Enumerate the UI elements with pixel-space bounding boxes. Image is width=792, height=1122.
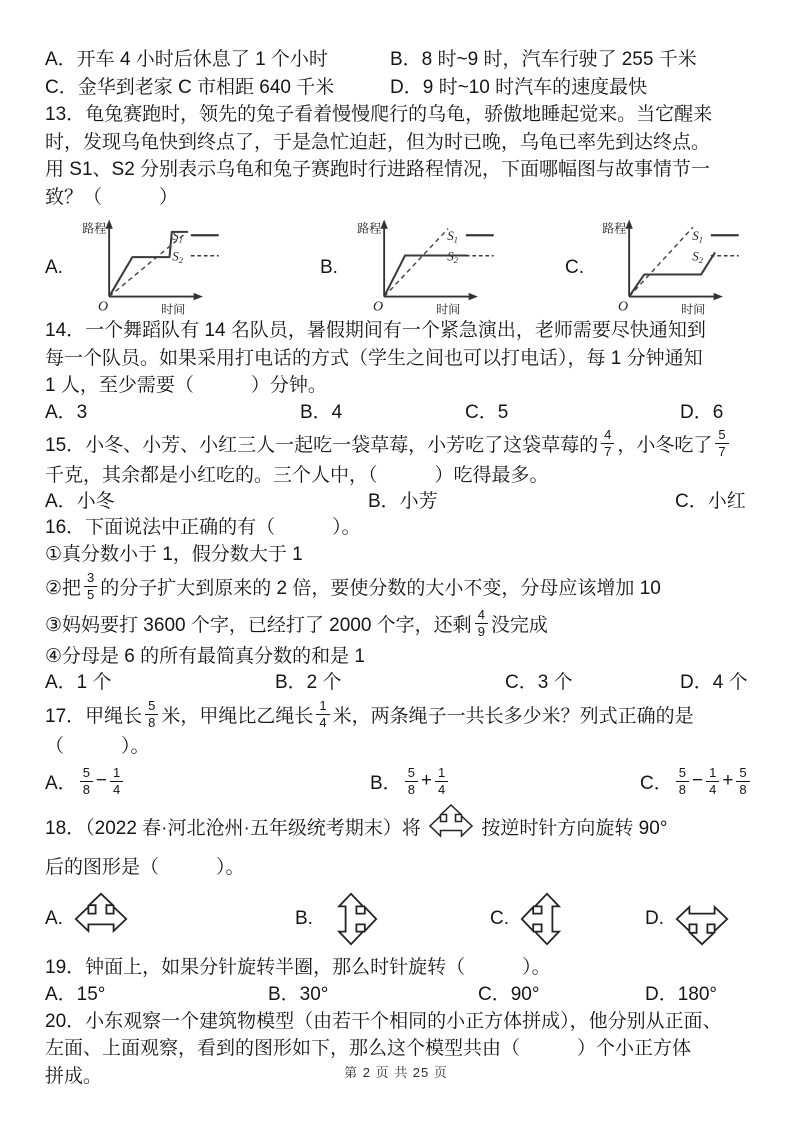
question-text-line: 拼成。	[45, 1065, 103, 1087]
fraction-numerator: 5	[736, 766, 749, 782]
question-text-line: 14．一个舞蹈队有 14 名队员，暑假期间有一个紧急演出，老师需要尽快通知到	[45, 320, 706, 341]
question-text-line: 1 人，至少需要（ ）分钟。	[45, 375, 327, 396]
fraction	[475, 608, 488, 638]
option-c: C．金华到老家 C 市相距 640 千米	[45, 76, 335, 98]
text-segment: −	[691, 770, 704, 791]
fraction-denominator: 4	[319, 714, 327, 730]
svg-text:O: O	[373, 299, 384, 315]
fraction-numerator: 4	[601, 428, 614, 444]
question-text-line: 20．小东观察一个建筑物模型（由若干个相同的小正方体拼成），他分别从正面、	[45, 1010, 722, 1032]
prev-question-options-row-1	[45, 46, 747, 74]
fraction-denominator: 4	[113, 781, 121, 797]
option-letter: A.	[45, 257, 63, 278]
fraction-numerator: 1	[110, 766, 123, 782]
fraction	[435, 766, 448, 796]
fraction-numerator: 1	[706, 766, 719, 782]
text-segment: 米，两条绳子一共长多少米？列式正确的是	[332, 705, 694, 727]
option-d: D．180°	[645, 983, 718, 1005]
distance-time-graph	[599, 213, 767, 323]
q17-options-row	[45, 762, 747, 800]
option-c: C．90°	[478, 983, 540, 1005]
svg-text:O: O	[618, 299, 629, 315]
fraction-denominator: 8	[82, 781, 90, 797]
text-segment: 17．甲绳长	[45, 705, 143, 727]
option-letter: D.	[645, 908, 664, 929]
question-text-line	[45, 800, 747, 852]
fraction-denominator: 7	[604, 444, 612, 459]
svg-text:S2: $S_2$	[447, 248, 458, 266]
q15-options-row	[45, 489, 747, 515]
fraction-denominator: 4	[438, 781, 446, 797]
fraction	[676, 766, 689, 796]
question-text-line: 千克，其余都是小红吃的。三个人中，（ ）吃得最多。	[45, 464, 549, 486]
option-a: A．15°	[45, 983, 106, 1005]
line-graph-svg	[354, 213, 522, 317]
svg-text:S2: $S_2$	[692, 248, 703, 266]
q13-graph-options-row	[45, 213, 747, 317]
text-segment: 按逆时针方向旋转 90°	[476, 817, 668, 839]
fraction-denominator: 8	[148, 714, 156, 730]
fraction	[715, 428, 728, 458]
triple-arrow-icon	[321, 889, 381, 949]
triple-arrow-figure	[71, 889, 131, 949]
line-graph-svg	[599, 213, 767, 317]
option-a: A．1 个	[45, 672, 112, 693]
text-segment: 15．小冬、小芳、小红三人一起吃一袋草莓，小芳吃了这袋草莓的	[45, 435, 599, 456]
option-a: A．开车 4 小时后休息了 1 个小时	[45, 49, 328, 70]
text-segment: 米，甲绳比乙绳长	[161, 705, 314, 727]
question-text-line	[45, 696, 747, 732]
svg-text:时间: 时间	[681, 302, 706, 317]
question-text-line: 16．下面说法中正确的有（ ）。	[45, 517, 361, 538]
option-c: C．3 个	[505, 672, 573, 693]
fraction	[80, 766, 93, 796]
svg-text:路程: 路程	[82, 221, 107, 236]
option-a: A．3	[45, 401, 88, 423]
svg-text:时间: 时间	[161, 302, 186, 317]
q18-options-row	[45, 884, 747, 954]
arrow-option-c	[490, 889, 645, 949]
arrow-option-b	[295, 889, 490, 949]
fraction-denominator: 8	[678, 781, 686, 797]
option-b	[370, 766, 640, 796]
triple-arrow-icon	[426, 801, 476, 851]
fraction-numerator: 5	[715, 428, 728, 444]
svg-text:S1: $S_1$	[692, 227, 703, 245]
question-text-line: 后的图形是（ ）。	[45, 857, 245, 878]
triple-arrow-figure	[321, 889, 381, 949]
option-b: B．8 时~9 时，汽车行驶了 255 千米	[390, 49, 697, 70]
option-c	[640, 766, 753, 796]
option-letter: C.	[565, 257, 584, 278]
fraction	[736, 766, 749, 796]
fraction-numerator: 1	[316, 699, 329, 715]
fraction-numerator: 3	[84, 571, 97, 587]
option-b: B．4	[300, 401, 343, 423]
distance-time-graph	[79, 213, 247, 323]
statement-2	[45, 569, 747, 605]
option-letter: C.	[490, 908, 509, 929]
distance-time-graph	[354, 213, 522, 323]
option-a: A．小冬	[45, 491, 115, 512]
question-text-line: 19．钟面上，如果分针旋转半圈，那么时针旋转（ ）。	[45, 957, 551, 978]
question-text-line: 左面、上面观察，看到的图形如下，那么这个模型共由（ ）个小正方体	[45, 1038, 692, 1059]
svg-text:时间: 时间	[436, 302, 461, 317]
option-letter: A.	[45, 908, 63, 929]
question-text-line: 致？（ ）	[45, 186, 179, 208]
fraction	[84, 571, 97, 601]
question-text-line: （ ）。	[45, 736, 150, 757]
svg-text:路程: 路程	[602, 221, 627, 236]
fraction-denominator: 8	[407, 781, 415, 797]
option-d: D．6	[680, 401, 724, 423]
arrow-option-d	[645, 889, 747, 949]
fraction	[405, 766, 418, 796]
text-segment: 18．（2022 春·河北沧州·五年级统考期末）将	[45, 817, 427, 839]
question-16	[45, 515, 747, 696]
q14-options-row	[45, 400, 747, 426]
option-b: B．30°	[268, 983, 329, 1005]
fraction-denominator: 7	[718, 444, 726, 459]
fraction-denominator: 8	[739, 781, 747, 797]
option-d: D．9 时~10 时汽车的速度最快	[390, 76, 648, 98]
question-text-line: 用 S1、S2 分别表示乌龟和兔子赛跑时行进路程情况，下面哪幅图与故事情节一	[45, 159, 711, 180]
text-segment: 没完成	[490, 615, 548, 636]
text-segment: B．	[370, 772, 402, 794]
question-text-line	[45, 426, 747, 462]
q16-options-row	[45, 670, 747, 696]
line-graph-svg	[79, 213, 247, 317]
question-text-line: 13．龟兔赛跑时，领先的兔子看着慢慢爬行的乌龟，骄傲地睡起觉来。当它醒来	[45, 104, 713, 125]
text-segment: 的分子扩大到原来的 2 倍，要使分数的大小不变，分母应该增加 10	[100, 578, 661, 599]
fraction-denominator: 4	[709, 781, 717, 797]
text-segment: +	[420, 770, 433, 791]
option-c: C．5	[465, 401, 509, 423]
fraction	[316, 699, 329, 729]
text-segment: ③妈妈要打 3600 个字，已经打了 2000 个字，还剩	[45, 615, 472, 636]
question-17	[45, 696, 747, 800]
prev-question-options-row-2	[45, 74, 747, 102]
page-footer: 第 2 页 共 25 页	[344, 1065, 448, 1080]
fraction	[706, 766, 719, 796]
graph-option-b	[320, 213, 565, 323]
fraction	[110, 766, 123, 796]
option-b: B．小芳	[368, 491, 438, 512]
fraction-denominator: 5	[87, 587, 95, 602]
graph-option-a	[45, 213, 320, 323]
question-14	[45, 317, 747, 426]
graph-option-c	[565, 213, 767, 323]
question-text-line: 时，发现乌龟快到终点了，于是急忙迫赶，但为时已晚，乌龟已率先到达终点。	[45, 131, 711, 153]
svg-text:路程: 路程	[357, 221, 382, 236]
fraction-numerator: 1	[435, 766, 448, 782]
question-18	[45, 800, 747, 954]
option-a	[45, 766, 370, 796]
text-segment: C．	[640, 772, 673, 794]
triple-arrow-icon	[71, 889, 131, 949]
option-letter: B.	[320, 257, 338, 278]
triple-arrow-figure	[517, 889, 577, 949]
text-segment: ②把	[45, 578, 82, 599]
option-b: B．2 个	[275, 672, 342, 693]
triple-arrow-icon	[517, 889, 577, 949]
question-13	[45, 101, 747, 317]
text-segment: −	[95, 770, 108, 791]
fraction-numerator: 5	[80, 766, 93, 782]
text-segment: A．	[45, 772, 77, 794]
option-c: C．小红	[675, 491, 746, 512]
question-15	[45, 426, 747, 516]
q19-options-row	[45, 982, 747, 1008]
svg-text:S2: $S_2$	[172, 248, 183, 266]
triple-arrow-icon	[672, 889, 732, 949]
question-text-line: 每一个队员。如果采用打电话的方式（学生之间也可以打电话），每 1 分钟通知	[45, 347, 703, 369]
question-19	[45, 954, 747, 1008]
statement-4: ④分母是 6 的所有最简真分数的和是 1	[45, 645, 366, 667]
fraction	[601, 428, 614, 458]
statement-1: ①真分数小于 1，假分数大于 1	[45, 544, 303, 565]
svg-text:S1: $S_1$	[172, 227, 183, 245]
option-letter: B.	[295, 908, 313, 929]
arrow-option-a	[45, 889, 295, 949]
statement-3	[45, 605, 747, 643]
svg-text:S1: $S_1$	[447, 227, 458, 245]
fraction-denominator: 9	[477, 624, 485, 639]
fraction-numerator: 5	[145, 699, 158, 715]
text-segment: ，小冬吃了	[617, 435, 713, 456]
fraction-numerator: 4	[475, 608, 488, 624]
svg-text:O: O	[98, 299, 109, 315]
triple-arrow-figure	[672, 889, 732, 949]
fraction-numerator: 5	[676, 766, 689, 782]
option-d: D．4 个	[680, 672, 748, 693]
fraction	[145, 699, 158, 729]
text-segment: +	[722, 770, 734, 791]
fraction-numerator: 5	[405, 766, 418, 782]
